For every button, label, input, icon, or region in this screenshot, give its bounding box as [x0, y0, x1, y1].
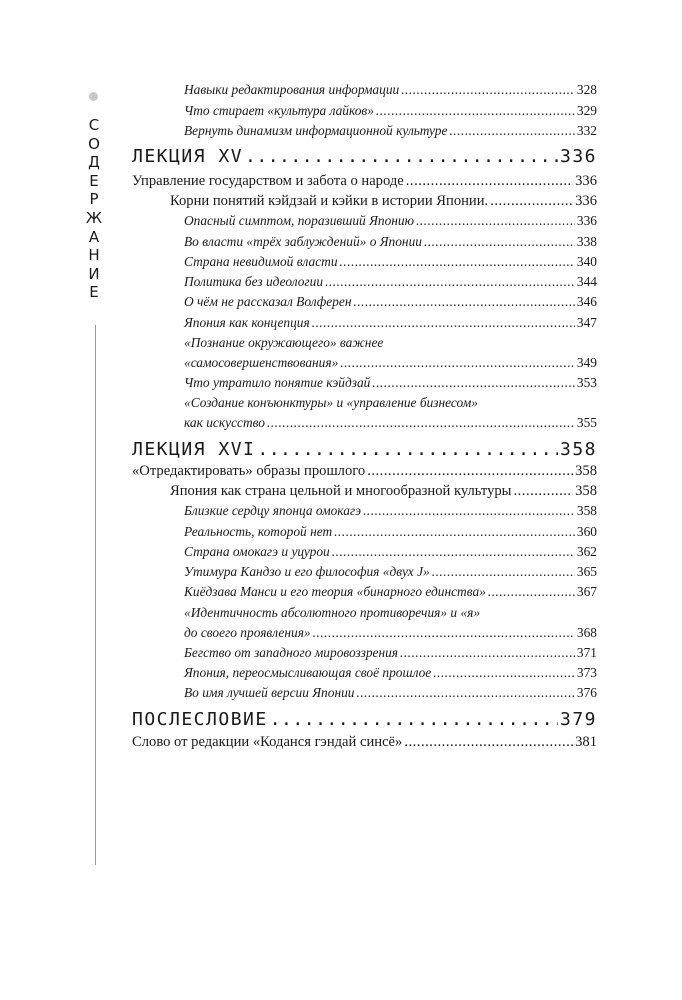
- toc-entry-page: 336: [575, 173, 597, 189]
- toc-entry[interactable]: [132, 461, 597, 481]
- toc-entry-title: Вернуть динамизм информационной культуре: [184, 123, 448, 138]
- lecture-page: 336: [559, 146, 597, 167]
- lecture-title: ЛЕКЦИЯ XVI: [132, 439, 256, 460]
- toc-entry-page: 362: [576, 544, 597, 559]
- toc-entry-page: 376: [576, 685, 597, 700]
- afterword-title: ПОСЛЕСЛОВИЕ: [132, 709, 268, 730]
- toc-entry-title: до своего проявления»: [184, 625, 311, 640]
- toc-entry-title: Навыки редактирования информации: [184, 82, 400, 97]
- toc-entry[interactable]: [184, 542, 597, 562]
- toc-entry-title: Во власти «трёх заблуждений» о Японии: [184, 234, 422, 249]
- toc-entry-title: Киёдзава Манси и его теория «бинарного единства»: [184, 584, 486, 599]
- toc-entry-page: 381: [575, 734, 597, 750]
- toc-entry[interactable]: [170, 481, 597, 501]
- toc-entry[interactable]: [184, 413, 597, 433]
- toc-entry[interactable]: [132, 732, 597, 752]
- toc-entry-title: Япония, переосмысливающая своё прошлое: [184, 665, 432, 680]
- toc-entry-page: 365: [576, 564, 597, 579]
- toc-entry-page: 332: [576, 123, 597, 138]
- toc-entry-title: Реальность, которой нет: [184, 524, 333, 539]
- toc-entry-title-line1: «Познание окружающего» важнее: [184, 335, 384, 350]
- sidebar-letter: С: [88, 116, 100, 134]
- toc-entry-page: 358: [576, 503, 597, 518]
- toc-entry-title: Во имя лучшей версии Японии: [184, 685, 355, 700]
- sidebar-letter: Е: [89, 171, 99, 190]
- toc-entry[interactable]: [184, 501, 597, 521]
- toc-entry-title: Слово от редакции «Коданся гэндай синсё»: [132, 734, 403, 750]
- toc-entry[interactable]: [132, 171, 597, 191]
- toc-entry-page: 340: [576, 254, 597, 269]
- toc-entry[interactable]: [184, 211, 597, 231]
- toc-entry-title: О чём не рассказал Волферен: [184, 294, 352, 309]
- toc-entry-title: Страна невидимой власти: [184, 254, 338, 269]
- toc-entry[interactable]: [184, 562, 597, 582]
- sidebar-letter: О: [88, 134, 100, 153]
- toc-entry-page: 349: [576, 355, 597, 370]
- lecture-page: 358: [559, 439, 597, 460]
- toc-entry[interactable]: [184, 522, 597, 542]
- toc-entry[interactable]: [184, 272, 597, 292]
- toc-entry-page: 358: [575, 483, 597, 499]
- toc-entry-page: 353: [576, 375, 597, 390]
- toc-entry-page: 367: [576, 584, 597, 599]
- lecture-heading[interactable]: [132, 144, 597, 170]
- toc-entry[interactable]: [184, 101, 597, 121]
- toc-entry-page: 371: [576, 645, 597, 660]
- toc-entry-title: Япония как страна цельной и многообразной культуры: [170, 483, 512, 499]
- toc-entry-title: Корни понятий кэйдзай и кэйки в истории Японии.: [170, 193, 489, 209]
- toc-entry[interactable]: [184, 683, 597, 703]
- toc-entry[interactable]: [184, 292, 597, 312]
- toc-entry-page: 355: [576, 415, 597, 430]
- toc-entry[interactable]: [184, 582, 597, 602]
- sidebar-letter: Ж: [85, 208, 103, 227]
- toc-entry-title: Близкие сердцу японца омокагэ: [184, 503, 362, 518]
- toc-entry-title: Политика без идеологии: [184, 274, 324, 289]
- toc-entry-page: 344: [576, 274, 597, 289]
- toc-entry-title: Опасный симптом, поразивший Японию: [184, 213, 415, 228]
- toc-entry-page: 336: [576, 213, 597, 228]
- sidebar-letter: А: [88, 227, 100, 246]
- toc-entry[interactable]: [184, 373, 597, 393]
- toc-entry-page: 373: [576, 665, 597, 680]
- toc-entry-page: 329: [576, 103, 597, 118]
- toc-entry-page: 347: [576, 315, 597, 330]
- lecture-title: ЛЕКЦИЯ XV: [132, 146, 244, 167]
- toc-entry-title: Управление государством и забота о народе: [132, 173, 404, 189]
- sidebar-letter: Р: [89, 190, 99, 209]
- toc-entry-title: Япония как концепция: [184, 315, 310, 330]
- toc-entry-title: «Отредактировать» образы прошлого: [132, 463, 366, 479]
- toc-entry-title: как искусство: [184, 415, 265, 430]
- sidebar-letter: Е: [89, 283, 99, 302]
- toc-entry-page: 358: [575, 463, 597, 479]
- toc-entry-title: Бегство от западного мировоззрения: [184, 645, 399, 660]
- sidebar-letter: Д: [88, 153, 100, 172]
- toc-entry-title: Утимура Кандзо и его философия «двух J»: [184, 564, 430, 579]
- afterword-heading[interactable]: [132, 707, 597, 733]
- toc-entry[interactable]: [184, 623, 597, 643]
- toc-entry-page: 360: [576, 524, 597, 539]
- toc-entry[interactable]: [170, 191, 597, 211]
- toc-entry-page: 368: [576, 625, 597, 640]
- toc-entry-title: «самосовершенствования»: [184, 355, 339, 370]
- toc-entry-title: Что стирает «культура лайков»: [184, 103, 374, 118]
- toc-entry[interactable]: [184, 663, 597, 683]
- toc-entry[interactable]: [184, 80, 597, 100]
- afterword-page: 379: [559, 709, 597, 730]
- toc-entry[interactable]: [184, 121, 597, 141]
- toc-entry[interactable]: [184, 353, 597, 373]
- toc-entry-page: 338: [576, 234, 597, 249]
- toc-entry-page: 336: [575, 193, 597, 209]
- toc-entry-page: 328: [576, 82, 597, 97]
- toc-entry-page: 346: [576, 294, 597, 309]
- toc-entry-title: Что утратило понятие кэйдзай: [184, 375, 371, 390]
- toc-entry[interactable]: [184, 313, 597, 333]
- toc-entry-title-line1: «Создание конъюнктуры» и «управление бизнесом»: [184, 395, 478, 410]
- toc-entry-title: Страна омокагэ и уцурои: [184, 544, 330, 559]
- toc-entry[interactable]: [184, 252, 597, 272]
- lecture-heading[interactable]: [132, 437, 597, 463]
- toc-entry[interactable]: [184, 643, 597, 663]
- sidebar-letter: И: [88, 264, 100, 283]
- toc-entry-title-line1: «Идентичность абсолютного противоречия» и «я»: [184, 605, 481, 620]
- sidebar-letter: Н: [88, 246, 100, 265]
- toc-entry[interactable]: [184, 232, 597, 252]
